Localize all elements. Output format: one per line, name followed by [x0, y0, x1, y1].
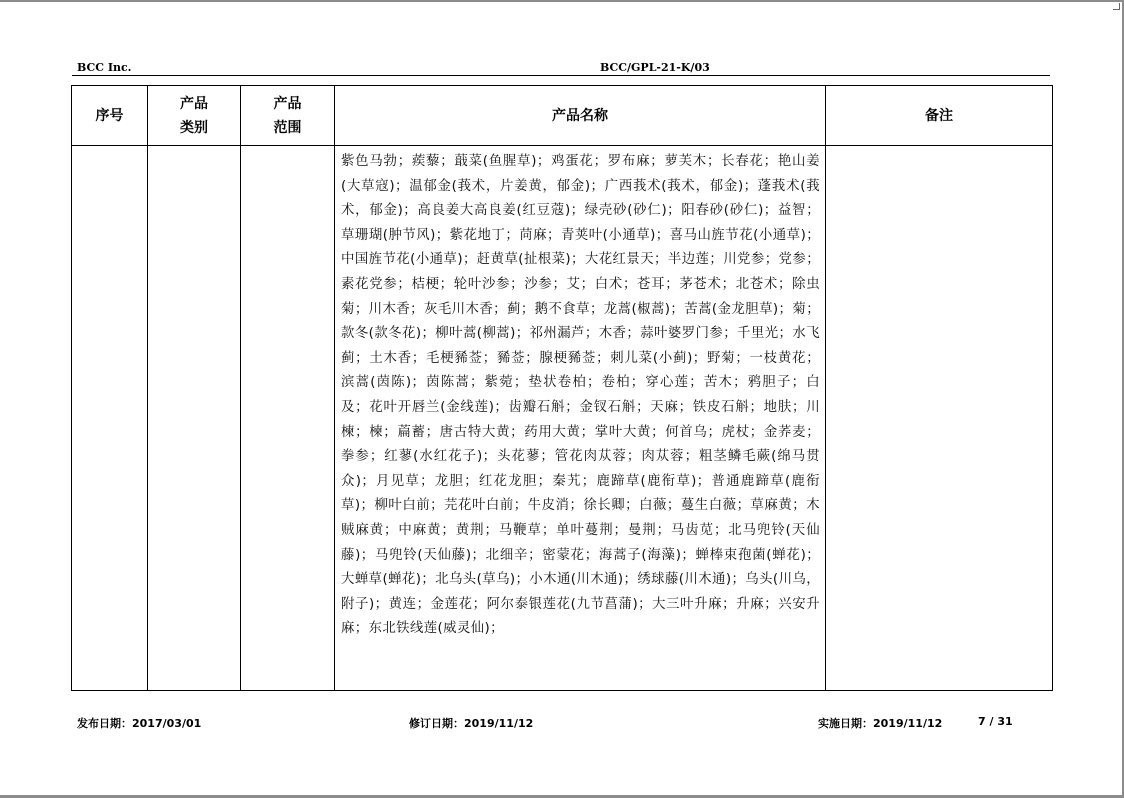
- table-row: [72, 146, 1053, 691]
- product-table: [71, 85, 1053, 691]
- header-doc-code: BCC/GPL-21-K/03: [600, 61, 710, 74]
- footer-issue-date: 发布日期：2017/03/01: [77, 717, 202, 730]
- footer-page-number: 7 / 31: [978, 715, 1013, 728]
- footer-effective-date: 实施日期：2019/11/12: [818, 717, 943, 730]
- product-names-text: 紫色马勃；蒺藜；蕺菜(鱼腥草)；鸡蛋花；罗布麻；萝芙木；长春花；艳山姜(大草寇)；温郁金(莪术，片姜黄，郁金)；广西莪术(莪术，郁金)；蓬莪术(莪术，郁金)；高良姜大高良姜(红豆蔻)；绿壳砂(砂仁)；阳春砂(砂仁)；益智；草珊瑚(肿节风)；紫花地丁；苘麻；青荚叶(小通草)；喜马山旌节花(小通草)；中国旌节花(小通草)；赶黄草(扯根菜)；大花红景天；半边莲；川党参；党参；素花党参；桔梗；轮叶沙参；沙参；艾；白术；苍耳；茅苍术；北苍术；除虫菊；川木香；灰毛川木香；蓟；鹅不食草；龙蒿(椒蒿)；苦蒿(金龙胆草)；菊；款冬(款冬花)；柳叶蒿(柳蒿)；祁州漏芦；木香；蒜叶婆罗门参；千里光；水飞蓟；土木香；毛梗豨莶；豨莶；腺梗豨莶；刺儿菜(小蓟)；野菊；一枝黄花；滨蒿(茵陈)；茵陈蒿；紫菀；垫状卷柏；卷柏；穿心莲；苦木；鸦胆子；白及；花叶开唇兰(金线莲)；齿瓣石斛；金钗石斛；天麻；铁皮石斛；地肤；川楝；楝；萹蓄；唐古特大黄；药用大黄；掌叶大黄；何首乌；虎杖；金荞麦；拳参；红蓼(水红花子)；头花蓼；管花肉苁蓉；肉苁蓉；粗茎鳞毛蕨(绵马贯众)；月见草；龙胆；红花龙胆；秦艽；鹿蹄草(鹿衔草)；普通鹿蹄草(鹿衔草)；柳叶白前；芫花叶白前；牛皮消；徐长卿；白薇；蔓生白薇；草麻黄；木贼麻黄；中麻黄；黄荆；马鞭草；单叶蔓荆；曼荆；马齿苋；北马兜铃(天仙藤)；马兜铃(天仙藤)；北细辛；密蒙花；海蒿子(海藻)；蝉棒束孢菌(蝉花)；大蝉草(蝉花)；北乌头(草乌)；小木通(川木通)；绣球藤(川木通)；乌头(川乌，附子)；黄连；金莲花；阿尔泰银莲花(九节菖蒲)；大三叶升麻；升麻；兴安升麻；东北铁线莲(威灵仙)；: [341, 154, 820, 637]
- cell-product-names: [335, 146, 826, 691]
- page-corner-mark: [1113, 3, 1120, 10]
- viewer-top-edge: [0, 0, 1124, 2]
- col-header-name: 产品名称: [335, 86, 826, 146]
- col-header-scope: 产品 范围: [241, 86, 335, 146]
- col-header-remark: 备注: [826, 86, 1053, 146]
- cell-remark: [826, 146, 1053, 691]
- cell-category: [148, 146, 241, 691]
- header-rule: [72, 75, 1050, 76]
- footer-revision-date: 修订日期：2019/11/12: [409, 717, 534, 730]
- cell-scope: [241, 146, 335, 691]
- header-company: BCC Inc.: [77, 61, 132, 74]
- cell-seq: [72, 146, 148, 691]
- col-header-seq: 序号: [72, 86, 148, 146]
- col-header-category: 产品 类别: [148, 86, 241, 146]
- table-header-row: [72, 86, 1053, 146]
